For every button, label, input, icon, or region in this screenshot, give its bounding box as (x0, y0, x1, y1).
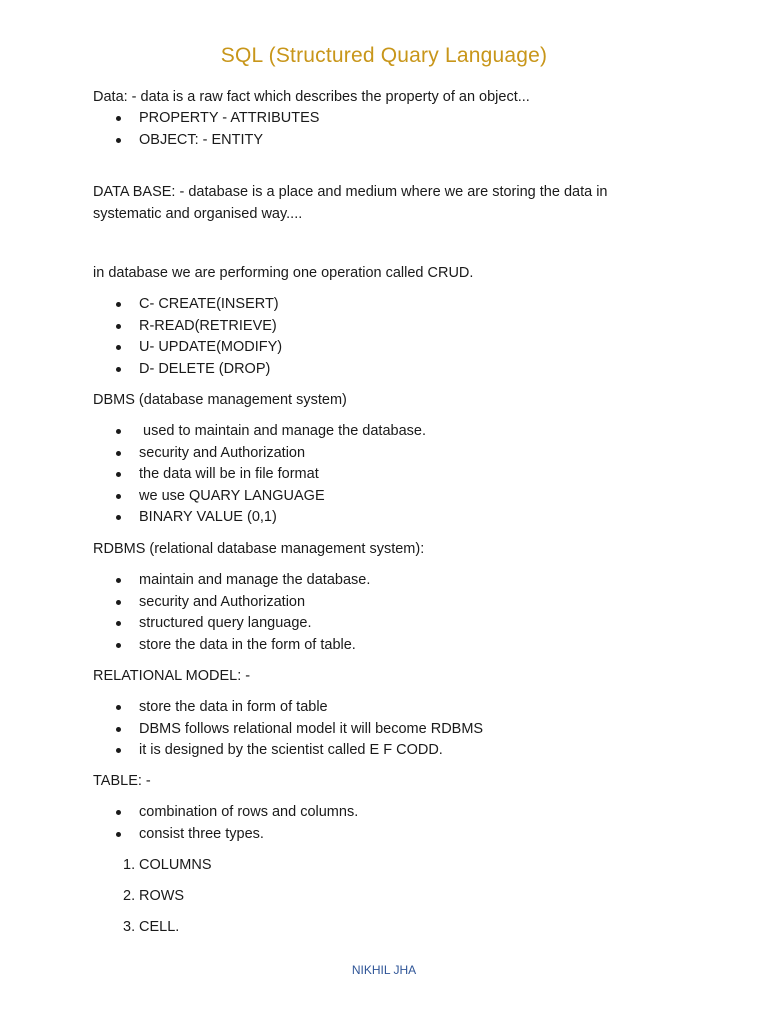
list-item: it is designed by the scientist called E F CODD. (93, 740, 483, 762)
list-item: BINARY VALUE (0,1) (93, 507, 426, 529)
list-item: store the data in form of table (93, 697, 483, 719)
list-item: we use QUARY LANGUAGE (93, 486, 426, 508)
bullet-icon (116, 748, 121, 753)
list-item: R-READ(RETRIEVE) (93, 316, 282, 338)
rdbms-heading: RDBMS (relational database management system): (93, 541, 425, 557)
list-item: OBJECT: - ENTITY (93, 130, 319, 152)
bullet-icon (116, 600, 121, 605)
numbered-item: 3. CELL. (93, 916, 212, 947)
numbered-item: 2. ROWS (93, 885, 212, 916)
list-item: C- CREATE(INSERT) (93, 294, 282, 316)
bullet-icon (116, 472, 121, 477)
bullet-icon (116, 324, 121, 329)
page-footer-author: NIKHIL JHA (351, 963, 417, 977)
list-item: U- UPDATE(MODIFY) (93, 337, 282, 359)
bullet-icon (116, 138, 121, 143)
item-number: 2. (123, 888, 136, 904)
relational-model-heading: RELATIONAL MODEL: - (93, 668, 251, 684)
database-definition: DATA BASE: - database is a place and medium where we are storing the data in systematic and organised way.... (93, 184, 608, 222)
list-item: DBMS follows relational model it will become RDBMS (93, 719, 483, 741)
list-item: structured query language. (93, 613, 370, 635)
bullet-icon (116, 578, 121, 583)
crud-intro: in database we are performing one operation called CRUD. (93, 265, 474, 281)
bullet-icon (116, 451, 121, 456)
list-item: store the data in the form of table. (93, 635, 370, 657)
bullet-icon (116, 116, 121, 121)
bullet-icon (116, 727, 121, 732)
list-item: the data will be in file format (93, 464, 426, 486)
relational-model-list (93, 697, 483, 762)
bullet-icon (116, 367, 121, 372)
document-title: SQL (Structured Quary Language) (220, 44, 548, 67)
table-heading: TABLE: - (93, 773, 151, 789)
rdbms-list (93, 570, 370, 656)
bullet-icon (116, 705, 121, 710)
bullet-icon (116, 643, 121, 648)
list-item: D- DELETE (DROP) (93, 359, 282, 381)
data-definition: Data: - data is a raw fact which describes the property of an object... (93, 89, 530, 105)
list-item: PROPERTY - ATTRIBUTES (93, 108, 319, 130)
bullet-icon (116, 494, 121, 499)
bullet-icon (116, 621, 121, 626)
table-types-list (93, 854, 212, 947)
list-item: combination of rows and columns. (93, 802, 358, 824)
list-item: security and Authorization (93, 592, 370, 614)
bullet-icon (116, 832, 121, 837)
list-item: security and Authorization (93, 443, 426, 465)
item-number: 3. (123, 919, 136, 935)
list-item: used to maintain and manage the database. (93, 421, 426, 443)
list-item: maintain and manage the database. (93, 570, 370, 592)
dbms-list (93, 421, 426, 529)
bullet-icon (116, 429, 121, 434)
list-item: consist three types. (93, 824, 358, 846)
bullet-icon (116, 810, 121, 815)
crud-list (93, 294, 282, 380)
data-list (93, 108, 319, 151)
numbered-item: 1. COLUMNS (93, 854, 212, 885)
table-list (93, 802, 358, 845)
dbms-heading: DBMS (database management system) (93, 392, 347, 408)
item-number: 1. (123, 857, 136, 873)
bullet-icon (116, 302, 121, 307)
bullet-icon (116, 345, 121, 350)
bullet-icon (116, 515, 121, 520)
